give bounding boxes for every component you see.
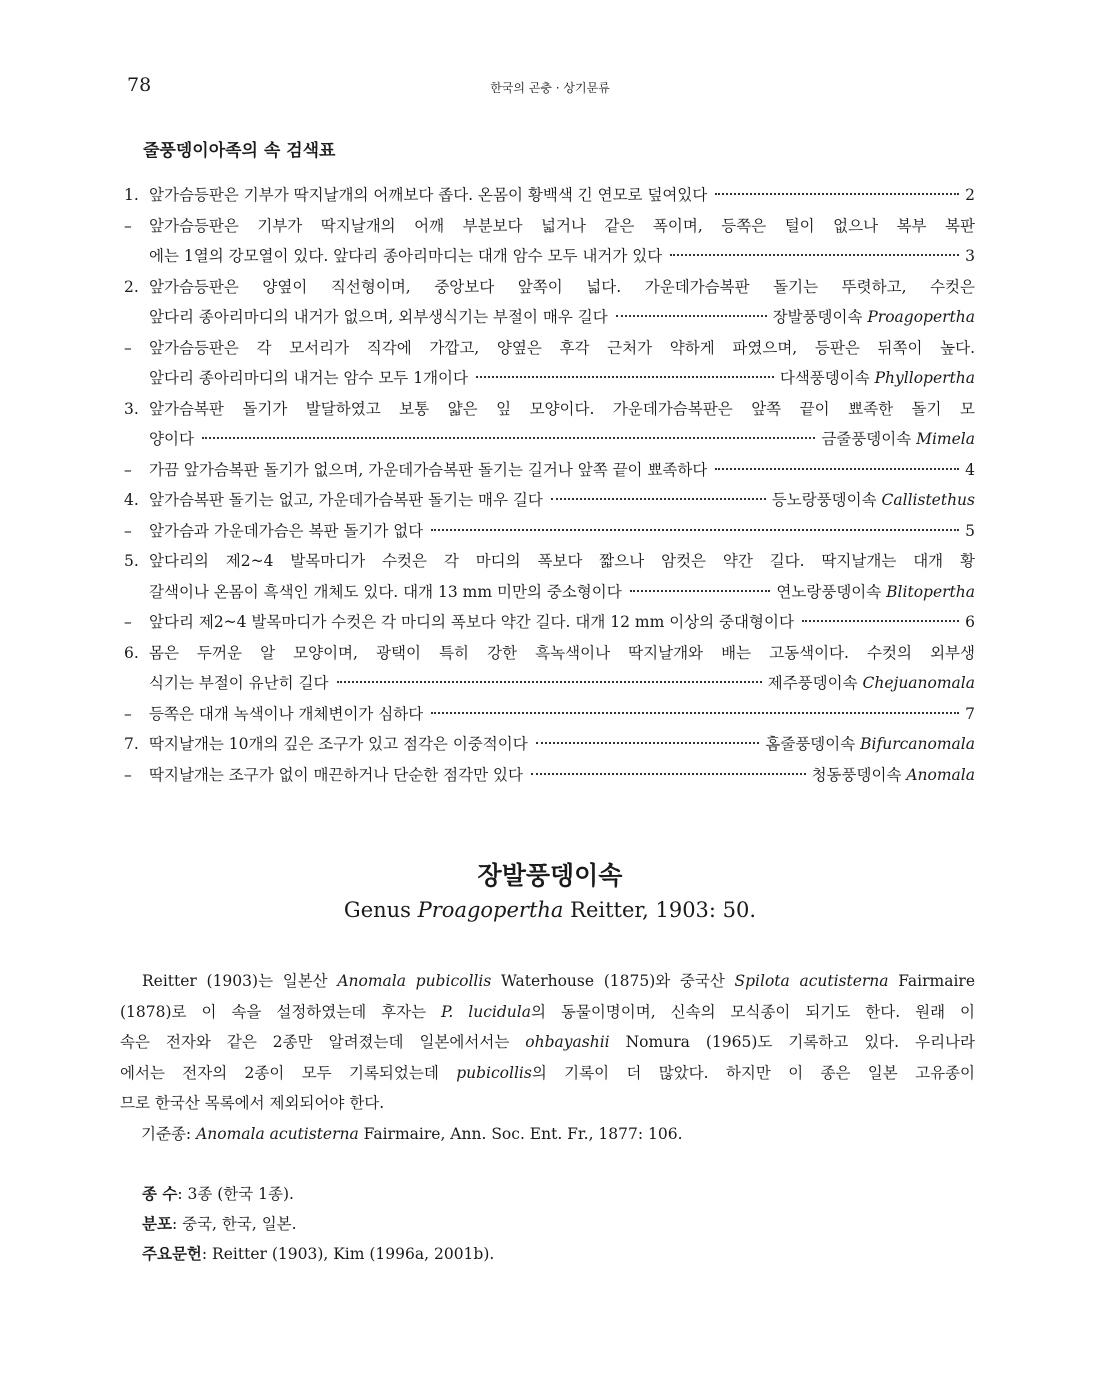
key-row <box>120 363 975 394</box>
key-row-text: 앞가슴등판은 각 모서리가 직각에 가깝고, 양옆은 후각 근처가 약하게 파였으며, 등판은 뒤쪽이 높다. <box>149 338 975 357</box>
key-row-result <box>965 699 975 730</box>
key-row-result <box>821 424 975 455</box>
genus-name: Proagopertha <box>417 898 564 922</box>
key-row-number: – <box>124 613 132 631</box>
key-row <box>120 455 975 486</box>
key-row-text: 앞가슴복판 돌기는 없고, 가운데가슴복판 돌기는 매우 길다 <box>149 491 543 509</box>
key-row <box>120 516 975 547</box>
key-result-label: 등노랑풍뎅이속 <box>771 491 882 509</box>
key-result-label: 금줄풍뎅이속 <box>821 430 917 448</box>
genus-korean-title: 장발풍뎅이속 <box>477 861 623 890</box>
key-row-result <box>965 241 975 272</box>
key-row-result <box>772 485 975 516</box>
type-species-label: 기준종: <box>141 1125 197 1143</box>
key-row-text: 딱지날개는 10개의 깊은 조구가 있고 점각은 이중적이다 <box>149 735 528 753</box>
key-result-genus: Blitopertha <box>886 582 975 601</box>
key-row-text: 갈색이나 온몸이 흑색인 개체도 있다. 대개 13 mm 미만의 중소형이다 <box>149 582 622 601</box>
genus-author: Reitter, 1903: 50. <box>563 898 757 922</box>
key-result-label: 연노랑풍뎅이속 <box>776 582 887 601</box>
key-row-number: – <box>124 338 132 357</box>
key-row <box>120 180 975 211</box>
key-row-number: 2. <box>124 277 139 296</box>
key-leader-dots <box>536 742 760 744</box>
key-row <box>120 302 975 333</box>
key-row <box>120 241 975 272</box>
key-result-genus: Callistethus <box>881 491 975 509</box>
key-row-text: 앞다리 제2~4 발목마디가 수컷은 각 마디의 폭보다 약간 길다. 대개 12 mm 이상의 중대형이다 <box>149 613 794 631</box>
key-row-text: 딱지날개는 조구가 없이 매끈하거나 단순한 점각만 있다 <box>149 765 523 784</box>
key-row <box>120 668 975 699</box>
key-row-number: 5. <box>124 552 139 570</box>
key-row <box>120 638 975 669</box>
key-leader-dots <box>630 590 771 592</box>
key-row <box>120 211 975 242</box>
key-row <box>120 333 975 364</box>
key-row-result <box>773 302 975 333</box>
key-leader-dots <box>616 315 767 317</box>
description-paragraph <box>120 966 975 1119</box>
key-row-result <box>965 180 975 211</box>
description-line: 속은 전자와 같은 2종만 알려졌는데 일본에서서는 ohbayashii Nomura (1965)도 기록하고 있다. 우리나라 <box>120 1033 975 1051</box>
genus-latin-title <box>0 898 1100 922</box>
key-result-label: 6 <box>965 613 975 631</box>
species-count: 종 수: 3종 (한국 1종). <box>142 1184 294 1203</box>
key-result-genus: Anomala <box>906 765 975 784</box>
key-row <box>120 394 975 425</box>
key-row-number: – <box>124 216 132 235</box>
key-result-genus: Proagopertha <box>867 308 975 326</box>
key-row-text: 앞가슴과 가운데가슴은 복판 돌기가 없다 <box>149 521 424 540</box>
key-result-genus: Bifurcanomala <box>860 735 975 753</box>
key-result-label: 제주풍뎅이속 <box>767 674 863 692</box>
key-row-text: 앞다리 종아리마디의 내거는 암수 모두 1개이다 <box>149 369 468 387</box>
key-leader-dots <box>431 529 959 531</box>
key-row-number: – <box>124 521 132 540</box>
key-row <box>120 699 975 730</box>
key-row <box>120 272 975 303</box>
key-row-number: 7. <box>124 735 139 753</box>
type-species <box>141 1119 683 1149</box>
key-leader-dots <box>715 468 959 470</box>
key-row <box>120 485 975 516</box>
key-result-label: 3 <box>965 247 975 265</box>
key-leader-dots <box>202 437 815 439</box>
key-row-result <box>768 668 975 699</box>
key-row-number: – <box>124 765 132 784</box>
description-line: (1878)로 이 속을 설정하였는데 후자는 P. lucidula의 동물이명이며, 신속의 모식종이 되기도 한다. 원래 이 <box>120 1002 975 1021</box>
running-head: 한국의 곤충 · 상기문류 <box>490 81 610 95</box>
key-row-result <box>780 363 975 394</box>
key-leader-dots <box>337 681 762 683</box>
description-line: 므로 한국산 목록에서 제외되어야 한다. <box>120 1094 385 1112</box>
key-leader-dots <box>670 254 959 256</box>
key-row <box>120 577 975 608</box>
key-row <box>120 760 975 791</box>
key-result-label: 5 <box>965 521 975 540</box>
key-result-genus: Chejuanomala <box>862 674 975 692</box>
key-row-number: 6. <box>124 643 139 662</box>
key-row-text: 등쪽은 대개 녹색이나 개체변이가 심하다 <box>149 704 424 723</box>
key-row-number: – <box>124 460 132 479</box>
key-row-text: 앞다리 종아리마디의 내거가 없으며, 외부생식기는 부절이 매우 길다 <box>149 308 608 326</box>
key-result-label: 홈줄풍뎅이속 <box>765 735 861 753</box>
key-row-number: 3. <box>124 399 139 418</box>
key-row-number: 1. <box>124 186 139 204</box>
key-row-result <box>812 760 975 791</box>
page-number: 78 <box>127 74 152 96</box>
key-row <box>120 607 975 638</box>
key-row-text: 앞다리의 제2~4 발목마디가 수컷은 각 마디의 폭보다 짧으나 암컷은 약간 길다. 딱지날개는 대개 황 <box>149 552 975 570</box>
type-species-name: Anomala acutisterna <box>196 1125 359 1143</box>
key-row-result <box>776 577 975 608</box>
key-row-text: 몸은 두꺼운 알 모양이며, 광택이 특히 강한 흑녹색이나 딱지날개와 배는 고동색이다. 수컷의 외부생 <box>149 643 975 662</box>
key-row-number: 4. <box>124 491 139 509</box>
key-row-text: 앞가슴등판은 기부가 딱지날개의 어깨보다 좁다. 온몸이 황백색 긴 연모로 덮여있다 <box>149 186 708 204</box>
key-row-result <box>765 729 975 760</box>
key-leader-dots <box>531 773 806 775</box>
key-result-label: 청동풍뎅이속 <box>811 765 907 784</box>
key-result-label: 2 <box>965 186 975 204</box>
key-result-label: 다색풍뎅이속 <box>779 369 875 387</box>
literature: 주요문헌: Reitter (1903), Kim (1996a, 2001b). <box>142 1244 495 1263</box>
key-row-result <box>965 455 975 486</box>
key-row <box>120 729 975 760</box>
type-species-citation: Fairmaire, Ann. Soc. Ent. Fr., 1877: 106. <box>358 1125 683 1143</box>
key-row-result <box>965 516 975 547</box>
description-line: Reitter (1903)는 일본산 Anomala pubicollis Waterhouse (1875)와 중국산 Spilota acutisterna Fairmaire <box>142 972 976 990</box>
key-row-text: 앞가슴복판 돌기가 발달하였고 보통 얇은 잎 모양이다. 가운데가슴복판은 앞쪽 끝이 뾰족한 돌기 모 <box>149 399 975 418</box>
key-result-label: 4 <box>965 460 975 479</box>
key-leader-dots <box>476 376 774 378</box>
key-result-genus: Phyllopertha <box>874 369 975 387</box>
key-result-label: 7 <box>965 704 975 723</box>
key-leader-dots <box>802 620 959 622</box>
key-row-result <box>965 607 975 638</box>
key-leader-dots <box>551 498 766 500</box>
key-row <box>120 546 975 577</box>
key-title: 줄풍뎅이아족의 속 검색표 <box>143 141 336 161</box>
key-leader-dots <box>431 712 959 714</box>
genus-facts <box>142 1179 494 1269</box>
key-row-text: 양이다 <box>149 430 194 448</box>
key-leader-dots <box>715 193 959 195</box>
key-row-text: 식기는 부절이 유난히 길다 <box>149 674 329 692</box>
key-row-number: – <box>124 704 132 723</box>
key-row-text: 가끔 앞가슴복판 돌기가 없으며, 가운데가슴복판 돌기는 길거나 앞쪽 끝이 뾰족하다 <box>149 460 708 479</box>
key-row-text: 에는 1열의 강모열이 있다. 앞다리 종아리마디는 대개 암수 모두 내거가 있다 <box>149 247 663 265</box>
distribution: 분포: 중국, 한국, 일본. <box>142 1214 297 1233</box>
key-row-text: 앞가슴등판은 양옆이 직선형이며, 중앙보다 앞쪽이 넓다. 가운데가슴복판 돌기는 뚜렷하고, 수컷은 <box>149 277 975 296</box>
key-row-text: 앞가슴등판은 기부가 딱지날개의 어깨 부분보다 넓거나 같은 폭이며, 등쪽은 털이 없으나 복부 복판 <box>149 216 975 235</box>
description-line: 에서는 전자의 2종이 모두 기록되었는데 pubicollis의 기록이 더 많았다. 하지만 이 종은 일본 고유종이 <box>120 1063 975 1082</box>
key-result-genus: Mimela <box>916 430 975 448</box>
key-result-label: 장발풍뎅이속 <box>772 308 868 326</box>
key-row <box>120 424 975 455</box>
identification-key <box>120 180 975 790</box>
genus-prefix: Genus <box>343 898 418 922</box>
